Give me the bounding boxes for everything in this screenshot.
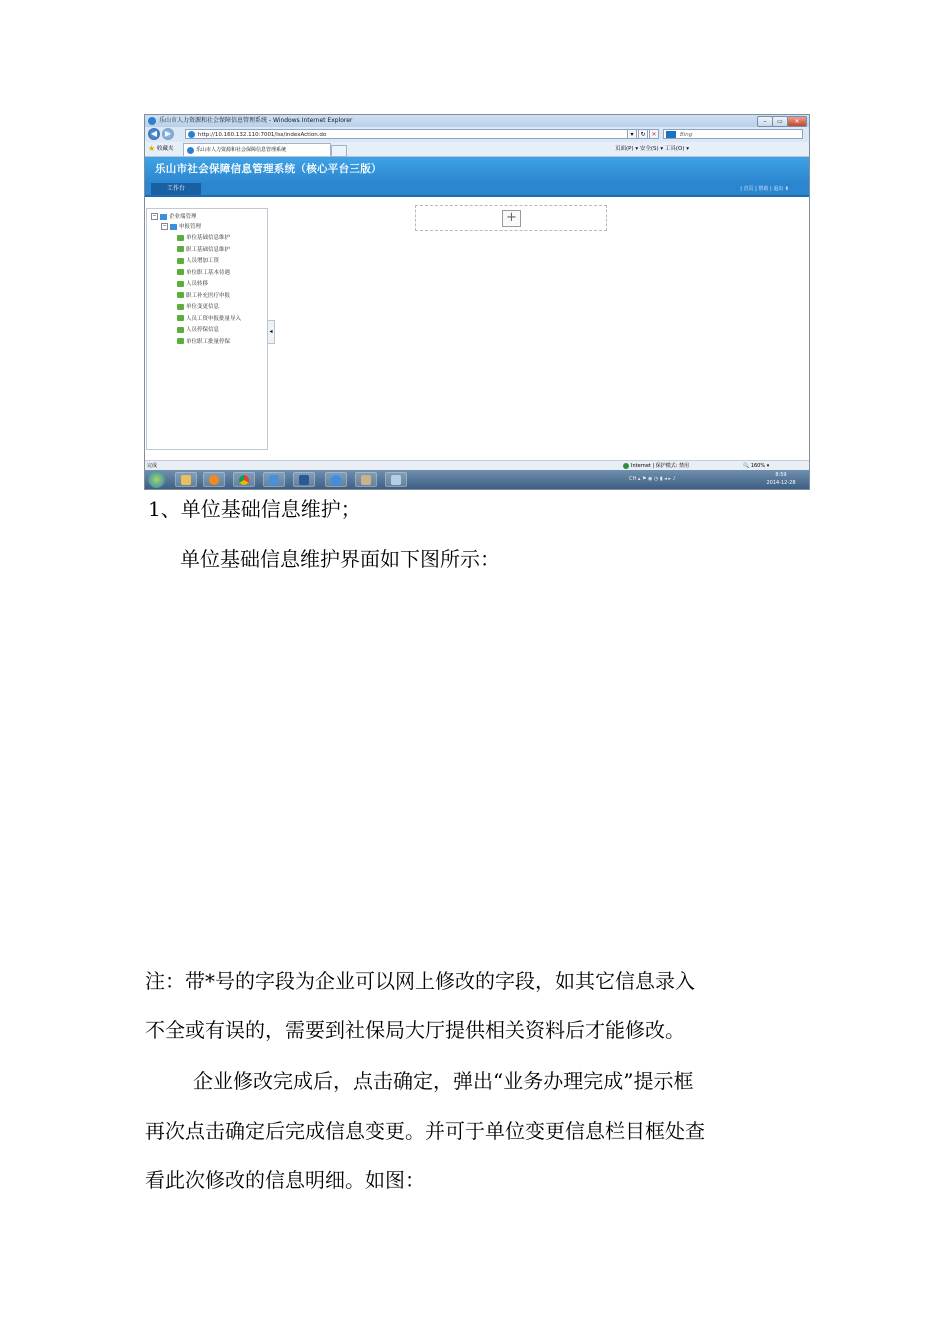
tab-workbench[interactable]: 工作台 <box>151 183 201 195</box>
tab-page-icon <box>187 147 194 154</box>
add-widget-area <box>415 205 607 231</box>
zoom-level[interactable]: 🔍 160% ▾ <box>743 463 770 469</box>
collapse-icon[interactable]: − <box>162 223 167 229</box>
forward-arrow-icon[interactable]: ▶ <box>162 128 174 140</box>
dropdown-icon[interactable]: ▾ <box>627 129 637 139</box>
ie-taskbar-icon[interactable] <box>325 472 347 487</box>
note-line-2: 不全或有误的，需要到社保局大厅提供相关资料后才能修改。 <box>145 1018 685 1042</box>
search-placeholder: Bing <box>680 132 693 138</box>
sidebar-collapse-handle[interactable]: ◂ <box>267 320 275 344</box>
menu-tree <box>146 208 268 450</box>
security-zone-label: Internet | 保护模式: 禁用 <box>631 463 689 469</box>
leaf-icon <box>177 246 184 252</box>
leaf-icon <box>177 304 184 310</box>
paragraph-line-2: 再次点击确定后完成信息变更。并可于单位变更信息栏目框处查 <box>145 1119 705 1143</box>
tree-item-label: 人员转移 <box>186 281 209 287</box>
address-bar <box>145 127 809 142</box>
refresh-icon[interactable]: ↻ <box>638 129 648 139</box>
window-titlebar <box>145 115 809 127</box>
ie-icon <box>148 117 156 125</box>
header-links[interactable]: | 首页 | 帮助 | 退出 ⬆ <box>740 186 789 192</box>
tree-item[interactable] <box>177 257 219 266</box>
leaf-icon <box>177 315 184 321</box>
tree-item[interactable] <box>177 280 208 289</box>
explorer-taskbar-icon[interactable] <box>175 472 197 487</box>
tree-item[interactable] <box>177 269 230 278</box>
browser-tab[interactable] <box>183 143 331 156</box>
tree-group-label: 申报管理 <box>179 224 202 230</box>
new-tab-button[interactable] <box>331 145 347 157</box>
favorites-label[interactable]: 收藏夹 <box>157 146 174 152</box>
app-nav <box>145 183 809 197</box>
bing-logo-icon <box>666 131 676 138</box>
taskbar <box>145 470 809 489</box>
paragraph-line-3: 看此次修改的信息明细。如图： <box>145 1168 425 1192</box>
tree-item[interactable] <box>177 246 230 255</box>
tree-item-label: 职工基础信息维护 <box>186 246 231 253</box>
leaf-icon <box>177 338 184 344</box>
media-player-taskbar-icon[interactable] <box>203 472 225 487</box>
app-taskbar-icon[interactable] <box>263 472 285 487</box>
collapse-icon[interactable]: − <box>152 213 157 219</box>
url-text: http://10.160.132.110:7001/lss/indexAction.do <box>198 132 327 138</box>
window-title: 乐山市人力资源和社会保障信息管理系统 - Windows Internet Explorer <box>159 117 353 124</box>
app-title: 乐山市社会保障信息管理系统（核心平台三版） <box>155 163 382 175</box>
tree-item[interactable] <box>177 326 219 335</box>
minimize-button[interactable]: – <box>757 116 773 127</box>
tree-item-label: 人员工资申报批量导入 <box>186 315 242 322</box>
note-line-1: 注：带*号的字段为企业可以网上修改的字段，如其它信息录入 <box>145 969 695 993</box>
intro-paragraph: 单位基础信息维护界面如下图所示： <box>180 547 500 571</box>
paragraph-line-1: 企业修改完成后，点击确定，弹出“业务办理完成”提示框 <box>193 1069 694 1093</box>
page-icon <box>188 131 195 138</box>
tree-item[interactable] <box>177 315 241 324</box>
stop-icon[interactable]: ✕ <box>649 129 659 139</box>
leaf-icon <box>177 235 184 241</box>
leaf-icon <box>177 327 184 333</box>
command-bar[interactable]: 页面(P) ▾ 安全(S) ▾ 工具(O) ▾ <box>615 146 690 152</box>
clock-date: 2014-12-28 <box>766 480 796 486</box>
tree-item-label: 人员停保信息 <box>186 327 220 333</box>
tree-group[interactable] <box>161 223 201 232</box>
tree-root-label: 企业端管理 <box>169 214 197 220</box>
embedded-screenshot <box>144 114 810 490</box>
doc-taskbar-icon[interactable] <box>385 472 407 487</box>
tree-item-label: 单位职工基本待遇 <box>186 269 231 276</box>
leaf-icon <box>177 292 184 298</box>
status-text: 完成 <box>147 463 158 469</box>
favorites-star-icon[interactable]: ★ <box>148 144 156 153</box>
url-input[interactable] <box>185 129 655 139</box>
tree-item-label: 单位职工批量停保 <box>186 338 231 345</box>
folder-icon <box>170 224 177 230</box>
chrome-taskbar-icon[interactable] <box>233 472 255 487</box>
globe-icon <box>623 463 629 469</box>
tree-item-label: 单位基础信息维护 <box>186 235 231 241</box>
paint-taskbar-icon[interactable] <box>355 472 377 487</box>
section-heading: 1、单位基础信息维护； <box>148 497 361 521</box>
add-button[interactable]: + <box>502 210 521 227</box>
tree-item-label: 人员增加工资 <box>186 258 220 264</box>
favorites-bar <box>145 142 809 157</box>
search-input[interactable] <box>663 129 803 139</box>
word-taskbar-icon[interactable] <box>293 472 315 487</box>
app-header <box>145 157 809 183</box>
tree-item[interactable] <box>177 292 230 301</box>
back-arrow-icon[interactable]: ◀ <box>148 128 160 140</box>
clock[interactable] <box>757 471 805 487</box>
tree-item-label: 职工补充医疗申报 <box>186 292 231 299</box>
start-button[interactable] <box>148 471 165 488</box>
folder-icon <box>160 214 167 220</box>
maximize-button[interactable]: ▭ <box>772 116 788 127</box>
tab-title: 乐山市人力资源和社会保障信息管理系统 <box>196 147 287 153</box>
tree-item[interactable] <box>177 338 230 347</box>
close-button[interactable]: ✕ <box>787 116 807 127</box>
tree-item[interactable] <box>177 303 219 312</box>
tree-item[interactable] <box>177 234 230 243</box>
tree-item-label: 单位变更信息 <box>186 304 220 310</box>
leaf-icon <box>177 281 184 287</box>
clock-time: 8:59 <box>775 472 787 478</box>
leaf-icon <box>177 269 184 275</box>
leaf-icon <box>177 258 184 264</box>
tree-root[interactable] <box>151 213 197 222</box>
system-tray[interactable]: CH ▴ ⚑ ◉ ◷ ▮ ◂ ▸ ♪ <box>629 476 676 482</box>
